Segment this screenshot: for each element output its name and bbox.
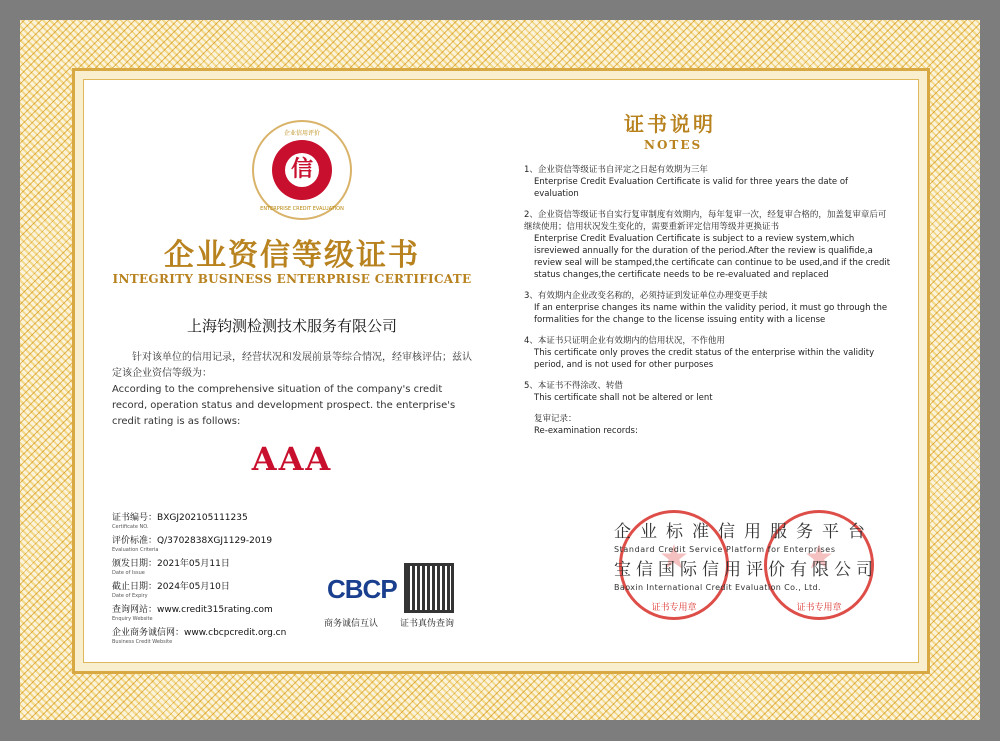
enquiry-website-link[interactable]: www.credit315rating.com (157, 605, 273, 615)
note-en: If an enterprise changes its name within the validity period, it must go through the formalities for the change to the license issuing entity with a license (534, 303, 888, 325)
issuer-platform-cn: 企业标准信用服务平台 (614, 522, 874, 542)
business-credit-website-link[interactable]: www.cbcpcredit.org.cn (184, 628, 287, 638)
rating-statement (112, 350, 472, 430)
note-cn: 1、企业资信等级证书自评定之日起有效期为三年 (524, 165, 708, 175)
note-item (524, 335, 894, 371)
qr-code[interactable] (404, 563, 454, 613)
info-label-en: Business Credit Website (112, 639, 173, 645)
info-label: 颁发日期： (112, 559, 158, 569)
logo-text-en: ENTERPRISE CREDIT EVALUATION (260, 206, 344, 212)
cbcp-caption: 商务诚信互认 (324, 619, 379, 629)
info-label: 证书编号： (112, 513, 158, 523)
info-value: 2024年05月10日 (157, 582, 230, 592)
certificate-info (112, 505, 312, 643)
info-label-en: Enquiry Website (112, 616, 153, 622)
cbcp-logo: CBCP (327, 574, 397, 604)
note-cn: 2、企业资信等级证书自实行复审制度有效期内，每年复审一次，经复审合格的，加盖复审章后可继续使用；信用状况发生变化的，需要重新评定信用等级并更换证书 (524, 210, 887, 232)
info-label: 查询网站： (112, 605, 158, 615)
info-row (112, 505, 312, 528)
note-en: This certificate shall not be altered or lent (534, 393, 713, 403)
certificate (20, 20, 980, 720)
note-item (524, 290, 894, 326)
review-records-cn: 复审记录： (534, 414, 577, 424)
right-page (524, 80, 894, 662)
issuer-platform-en: Standard Credit Service Platform for Enterprises (614, 545, 836, 554)
info-label-en: Date of Issue (112, 570, 145, 576)
note-en: This certificate only proves the credit status of the enterprise within the validity period, and is not used for other purposes (534, 348, 875, 370)
issuer-company-en: Baoxin International Credit Evaluation Co., Ltd. (614, 583, 821, 592)
qr-caption: 证书真伪查询 (400, 619, 455, 629)
info-label: 截止日期： (112, 582, 158, 592)
note-cn: 3、有效期内企业改变名称的，必须持证到发证单位办理变更手续 (524, 291, 768, 301)
note-en: Enterprise Credit Evaluation Certificate is subject to a review system,which isreviewed annually for the duration of the period.After the review is qualifide,a review seal will be stamped,the certificate can continue to be used,and if the credit status changes,the certificate needs to be re-evaluated and replaced (534, 234, 891, 280)
note-item (524, 380, 894, 404)
credit-evaluation-logo (252, 120, 352, 220)
certificate-title-en: INTEGRITY BUSINESS ENTERPRISE CERTIFICATE (112, 272, 472, 286)
info-value: BXGJ202105111235 (157, 513, 248, 523)
info-row (112, 574, 312, 597)
notes-title-en: NOTES (644, 138, 703, 152)
left-page (112, 80, 472, 662)
logo-ring (272, 140, 332, 200)
notes-title-cn: 证书说明 (624, 112, 716, 136)
info-label: 评价标准： (112, 536, 158, 546)
notes-list (524, 164, 894, 437)
info-label-en: Certificate NO. (112, 524, 149, 530)
certificate-title-cn: 企业资信等级证书 (164, 238, 420, 273)
certificate-body (83, 79, 919, 663)
info-row (112, 597, 312, 620)
issuer-seals (614, 510, 894, 640)
statement-cn: 针对该单位的信用记录，经营状况和发展前景等综合情况，经审核评估；兹认定该企业资信等级为： (112, 352, 472, 379)
info-label: 企业商务诚信网： (112, 628, 185, 638)
statement-en: According to the comprehensive situation of the company's credit record, operation status and development prospect. the enterprise's credit rating is as follows: (112, 384, 456, 427)
info-label-en: Evaluation Criteria (112, 547, 159, 553)
info-value: Q/3702838XGJ1129-2019 (157, 536, 273, 546)
logo-glyph: 信 (285, 153, 319, 187)
note-item (524, 164, 894, 200)
note-cn: 5、本证书不得涂改、转借 (524, 381, 623, 391)
info-row (112, 620, 312, 643)
seal-label: 证书专用章 (796, 603, 842, 613)
info-row (112, 551, 312, 574)
issuer-company-cn: 宝信国际信用评价有限公司 (614, 560, 878, 580)
review-records-en: Re-examination records: (534, 426, 638, 436)
note-item (524, 209, 894, 281)
certificate-frame (72, 68, 930, 674)
logo-text-cn: 企业信用评价 (283, 130, 320, 137)
note-en: Enterprise Credit Evaluation Certificate is valid for three years the date of evaluation (534, 177, 849, 199)
info-label-en: Date of Expiry (112, 593, 148, 599)
credit-rating: AAA (251, 440, 333, 478)
info-value: 2021年05月11日 (157, 559, 230, 569)
note-cn: 4、本证书只证明企业有效期内的信用状况，不作他用 (524, 336, 725, 346)
company-name: 上海钧测检测技术服务有限公司 (186, 317, 397, 335)
seal-label: 证书专用章 (651, 603, 697, 613)
info-row (112, 528, 312, 551)
